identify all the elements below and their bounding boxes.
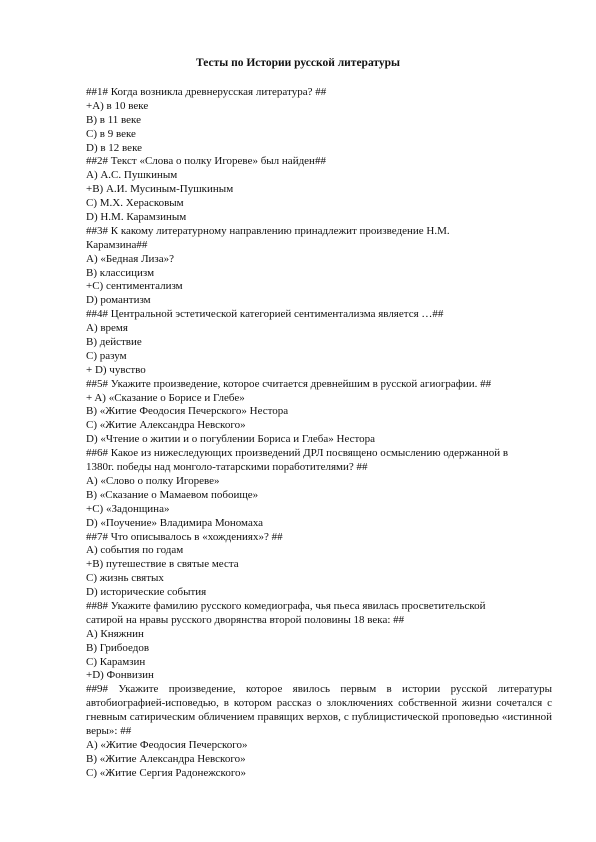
- text-line: D) в 12 веке: [86, 141, 143, 154]
- text-line: +C) сентиментализм: [86, 280, 183, 293]
- text-line: C) жизнь святых: [86, 572, 164, 585]
- text-line: D) Н.М. Карамзиным: [86, 211, 187, 224]
- question-paragraph: ##9# Укажите произведение, которое явилось первым в истории русской литературы автобиографией-исповедью, в котором рассказ о злоключениях собственной жизни сочетался с гневным сатирическим обличением правящих верхов, с публицистической проповедью «истинной веры»: ##: [86, 683, 552, 738]
- text-line: D) исторические события: [86, 586, 207, 599]
- text-line: ##2# Текст «Слова о полку Игореве» был найден##: [86, 155, 326, 168]
- text-line: + A) «Сказание о Борисе и Глебе»: [86, 391, 245, 404]
- text-line: C) М.Х. Херасковым: [86, 197, 184, 210]
- text-line: C) «Житие Александра Невского»: [86, 419, 246, 432]
- text-line: 1380г. победы над монголо-татарскими поработителями? ##: [86, 461, 368, 474]
- text-line: +A) в 10 веке: [86, 99, 149, 112]
- text-line: A) события по годам: [86, 544, 184, 557]
- text-line: B) «Житие Александра Невского»: [86, 752, 246, 765]
- text-line: B) «Житие Феодосия Печерского» Нестора: [86, 405, 289, 418]
- text-line: A) А.С. Пушкиным: [86, 169, 178, 182]
- text-line: A) Княжнин: [86, 627, 144, 640]
- text-line: D) романтизм: [86, 294, 151, 307]
- test-content: [86, 86, 552, 781]
- text-line: A) время: [86, 322, 128, 335]
- text-line: + D) чувство: [86, 363, 146, 376]
- text-line: ##1# Когда возникла древнерусская литература? ##: [86, 86, 327, 98]
- text-line: сатирой на нравы русского дворянства второй половины 18 века: ##: [86, 613, 405, 626]
- text-line: B) классицизм: [86, 266, 155, 279]
- text-line: ##6# Какое из нижеследующих произведений ДРЛ посвящено осмыслению одержанной в: [86, 447, 509, 460]
- text-line: C) Карамзин: [86, 655, 146, 668]
- text-line: A) «Житие Феодосия Печерского»: [86, 738, 248, 751]
- text-line: ##7# Что описывалось в «хождениях»? ##: [86, 530, 283, 543]
- text-line: ##5# Укажите произведение, которое считается древнейшим в русской агиографии. ##: [86, 377, 492, 390]
- text-line: B) Грибоедов: [86, 641, 150, 654]
- text-line: B) «Сказание о Мамаевом побоище»: [86, 488, 259, 501]
- text-line: ##8# Укажите фамилию русского комедиографа, чья пьеса явилась просветительской: [86, 599, 486, 612]
- text-line: +B) путешествие в святые места: [86, 558, 239, 571]
- text-line: A) «Бедная Лиза»?: [86, 252, 175, 265]
- text-line: C) в 9 веке: [86, 127, 136, 140]
- text-line: +C) «Задонщина»: [86, 502, 170, 515]
- text-line: ##4# Центральной эстетической категорией сентиментализма является …##: [86, 308, 444, 321]
- text-line: ##3# К какому литературному направлению принадлежит произведение Н.М.: [86, 224, 450, 237]
- text-line: +B) А.И. Мусиным-Пушкиным: [86, 183, 234, 196]
- text-line: D) «Чтение о житии и о погублении Бориса и Глеба» Нестора: [86, 433, 376, 446]
- text-line: C) «Житие Сергия Радонежского»: [86, 766, 247, 779]
- text-line: B) в 11 веке: [86, 113, 141, 126]
- text-line: D) «Поучение» Владимира Мономаха: [86, 516, 264, 529]
- text-line: +D) Фонвизин: [86, 669, 154, 682]
- text-line: Карамзина##: [86, 238, 148, 251]
- page-title: Тесты по Истории русской литературы: [195, 57, 401, 69]
- text-line: A) «Слово о полку Игореве»: [86, 474, 220, 487]
- text-line: C) разум: [86, 349, 127, 362]
- text-line: B) действие: [86, 336, 142, 349]
